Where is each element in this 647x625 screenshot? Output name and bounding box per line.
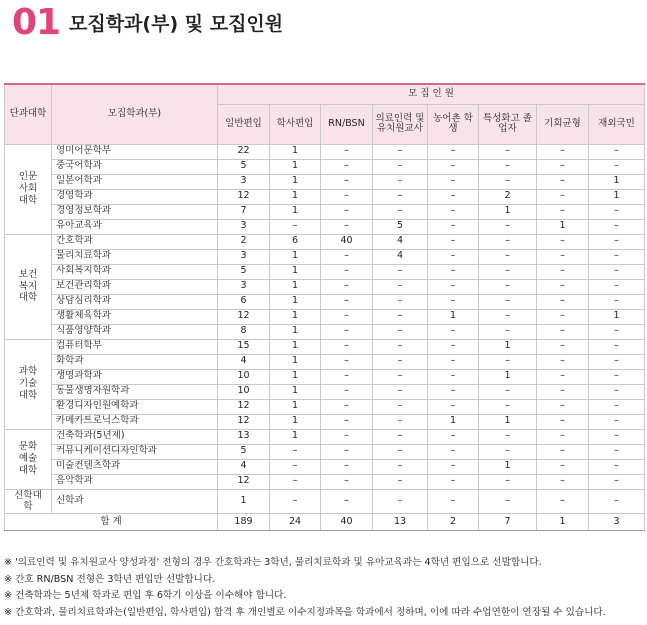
quota-cell: –	[373, 294, 428, 309]
quota-cell: –	[428, 429, 479, 444]
quota-cell: –	[589, 249, 645, 264]
quota-cell: –	[321, 459, 373, 474]
quota-cell: –	[537, 279, 589, 294]
quota-cell: –	[321, 204, 373, 219]
quota-cell: 22	[218, 144, 270, 159]
total-cell: 13	[373, 514, 428, 531]
college-cell: 인문 사회 대학	[5, 144, 52, 234]
quota-cell: –	[373, 474, 428, 489]
quota-cell: –	[479, 249, 537, 264]
quota-cell: 1	[270, 294, 321, 309]
department-cell: 환경디자인원예학과	[52, 399, 218, 414]
quota-cell: –	[479, 159, 537, 174]
section-title: 모집학과(부) 및 모집인원	[69, 13, 284, 35]
quota-cell: –	[589, 219, 645, 234]
quota-cell: 1	[270, 144, 321, 159]
quota-cell: –	[373, 279, 428, 294]
table-row	[5, 159, 645, 174]
quota-cell: 1	[428, 414, 479, 429]
total-cell: 24	[270, 514, 321, 531]
department-cell: 영미어문학부	[52, 144, 218, 159]
quota-cell: 1	[270, 279, 321, 294]
quota-cell: –	[589, 159, 645, 174]
table-row	[5, 354, 645, 369]
quota-cell: 7	[218, 204, 270, 219]
quota-cell: –	[428, 444, 479, 459]
quota-cell: 12	[218, 474, 270, 489]
quota-cell: –	[373, 159, 428, 174]
quota-cell: –	[321, 309, 373, 324]
department-cell: 컴퓨터학부	[52, 339, 218, 354]
table-row	[5, 309, 645, 324]
department-cell: 유아교육과	[52, 219, 218, 234]
quota-cell: –	[428, 399, 479, 414]
quota-cell: –	[321, 144, 373, 159]
quota-cell: –	[428, 174, 479, 189]
quota-header: 기회균형	[537, 104, 589, 144]
quota-cell: –	[321, 489, 373, 514]
quota-cell: –	[537, 339, 589, 354]
department-cell: 커뮤니케이션디자인학과	[52, 444, 218, 459]
notes	[4, 555, 644, 621]
quota-cell: –	[589, 294, 645, 309]
department-cell: 간호학과	[52, 234, 218, 249]
quota-cell: –	[537, 324, 589, 339]
quota-header: 농어촌 학 생	[428, 104, 479, 144]
quota-cell: –	[537, 174, 589, 189]
quota-cell: –	[373, 384, 428, 399]
quota-cell: –	[270, 219, 321, 234]
quota-cell: –	[479, 399, 537, 414]
quota-cell: –	[321, 324, 373, 339]
quota-group-header: 모 집 인 원	[218, 84, 645, 104]
quota-cell: –	[321, 384, 373, 399]
quota-cell: –	[589, 399, 645, 414]
department-cell: 보건관리학과	[52, 279, 218, 294]
quota-cell: –	[537, 489, 589, 514]
quota-cell: 1	[479, 204, 537, 219]
quota-cell: –	[428, 354, 479, 369]
table-row	[5, 369, 645, 384]
table-row	[5, 339, 645, 354]
college-header: 단과대학	[5, 84, 52, 144]
quota-cell: –	[479, 474, 537, 489]
quota-cell: –	[321, 339, 373, 354]
quota-cell: –	[321, 414, 373, 429]
quota-cell: –	[428, 204, 479, 219]
quota-cell: –	[537, 159, 589, 174]
quota-cell: –	[321, 249, 373, 264]
department-cell: 화학과	[52, 354, 218, 369]
quota-cell: –	[479, 144, 537, 159]
quota-cell: 40	[321, 234, 373, 249]
quota-cell: –	[270, 459, 321, 474]
quota-cell: 2	[479, 189, 537, 204]
quota-cell: 1	[270, 204, 321, 219]
quota-cell: –	[321, 159, 373, 174]
quota-cell: 1	[270, 189, 321, 204]
quota-cell: 2	[218, 234, 270, 249]
quota-cell: –	[321, 354, 373, 369]
quota-cell: –	[479, 444, 537, 459]
quota-cell: –	[537, 474, 589, 489]
quota-cell: –	[428, 369, 479, 384]
note: ※ 간호 RN/BSN 전형은 3학년 편입만 선발합니다.	[4, 573, 216, 585]
quota-cell: 1	[270, 174, 321, 189]
quota-cell: –	[373, 354, 428, 369]
quota-cell: –	[428, 264, 479, 279]
department-cell: 미술컨텐츠학과	[52, 459, 218, 474]
department-cell: 물리치료학과	[52, 249, 218, 264]
quota-header: 학사편입	[270, 104, 321, 144]
quota-cell: –	[373, 174, 428, 189]
quota-cell: –	[373, 144, 428, 159]
quota-cell: –	[373, 369, 428, 384]
quota-cell: –	[537, 459, 589, 474]
quota-cell: 12	[218, 414, 270, 429]
quota-cell: 1	[479, 459, 537, 474]
quota-cell: –	[537, 354, 589, 369]
quota-cell: –	[537, 189, 589, 204]
quota-cell: –	[428, 339, 479, 354]
department-cell: 동물생명자원학과	[52, 384, 218, 399]
quota-header: RN/BSN	[321, 104, 373, 144]
quota-cell: –	[428, 144, 479, 159]
table-row	[5, 384, 645, 399]
quota-cell: –	[428, 219, 479, 234]
quota-cell: 1	[537, 219, 589, 234]
note: ※ 간호학과, 물리치료학과는(일반편입, 학사편입) 합격 후 개인별로 이수지정과목을 학과에서 정하며, 이에 따라 수업연한이 연장될 수 있습니다.	[4, 606, 606, 618]
quota-cell: –	[321, 444, 373, 459]
quota-cell: –	[428, 234, 479, 249]
quota-cell: 4	[218, 459, 270, 474]
college-cell: 보건 복지 대학	[5, 234, 52, 339]
quota-cell: –	[428, 189, 479, 204]
quota-cell: –	[479, 354, 537, 369]
quota-cell: –	[428, 279, 479, 294]
quota-cell: 10	[218, 384, 270, 399]
quota-cell: –	[479, 429, 537, 444]
table-row	[5, 414, 645, 429]
department-cell: 사회복지학과	[52, 264, 218, 279]
quota-cell: 1	[589, 174, 645, 189]
table-row	[5, 234, 645, 249]
quota-cell: –	[479, 264, 537, 279]
quota-cell: –	[479, 309, 537, 324]
quota-cell: –	[428, 489, 479, 514]
quota-cell: –	[537, 444, 589, 459]
quota-cell: –	[589, 459, 645, 474]
total-cell: 2	[428, 514, 479, 531]
quota-cell: –	[589, 369, 645, 384]
department-cell: 건축학과(5년제)	[52, 429, 218, 444]
quota-cell: 3	[218, 279, 270, 294]
department-cell: 생명과학과	[52, 369, 218, 384]
quota-cell: –	[479, 324, 537, 339]
quota-cell: –	[479, 219, 537, 234]
department-cell: 중국어학과	[52, 159, 218, 174]
quota-cell: –	[373, 399, 428, 414]
college-cell: 신학대학	[5, 489, 52, 514]
quota-cell: –	[589, 414, 645, 429]
quota-cell: 6	[270, 234, 321, 249]
department-cell: 일본어학과	[52, 174, 218, 189]
quota-cell: –	[537, 309, 589, 324]
quota-cell: –	[373, 204, 428, 219]
department-cell: 생활체육학과	[52, 309, 218, 324]
table-row	[5, 144, 645, 159]
quota-cell: 5	[218, 264, 270, 279]
section-number: 01	[12, 2, 61, 43]
quota-cell: 12	[218, 309, 270, 324]
department-cell: 음악학과	[52, 474, 218, 489]
quota-cell: 4	[373, 234, 428, 249]
quota-cell: 4	[373, 249, 428, 264]
quota-cell: 1	[270, 399, 321, 414]
quota-cell: –	[428, 294, 479, 309]
quota-cell: –	[589, 354, 645, 369]
quota-cell: –	[321, 189, 373, 204]
quota-cell: –	[373, 459, 428, 474]
quota-cell: –	[270, 444, 321, 459]
total-cell: 3	[589, 514, 645, 531]
table-row	[5, 174, 645, 189]
quota-cell: –	[479, 384, 537, 399]
recruitment-table	[4, 83, 645, 531]
table-row	[5, 219, 645, 234]
table-row	[5, 399, 645, 414]
quota-cell: –	[428, 324, 479, 339]
quota-cell: –	[589, 429, 645, 444]
quota-cell: –	[373, 189, 428, 204]
quota-cell: –	[373, 489, 428, 514]
quota-cell: –	[537, 234, 589, 249]
quota-cell: –	[373, 264, 428, 279]
department-cell: 식품영양학과	[52, 324, 218, 339]
quota-cell: 1	[589, 309, 645, 324]
quota-cell: –	[428, 384, 479, 399]
table-row	[5, 429, 645, 444]
quota-cell: –	[373, 324, 428, 339]
quota-cell: –	[428, 249, 479, 264]
quota-cell: 10	[218, 369, 270, 384]
department-cell: 신학과	[52, 489, 218, 514]
table-row	[5, 444, 645, 459]
quota-cell: 1	[428, 309, 479, 324]
quota-cell: 1	[479, 339, 537, 354]
table-row	[5, 279, 645, 294]
quota-cell: –	[270, 474, 321, 489]
quota-cell: 1	[479, 369, 537, 384]
total-cell: 1	[537, 514, 589, 531]
quota-cell: 12	[218, 189, 270, 204]
quota-cell: 1	[270, 264, 321, 279]
quota-cell: –	[537, 384, 589, 399]
quota-cell: –	[537, 144, 589, 159]
quota-cell: 1	[218, 489, 270, 514]
quota-cell: –	[428, 474, 479, 489]
quota-cell: 5	[218, 159, 270, 174]
quota-cell: 1	[479, 414, 537, 429]
quota-cell: 1	[270, 159, 321, 174]
quota-cell: 4	[218, 354, 270, 369]
department-cell: 카메카트로닉스학과	[52, 414, 218, 429]
quota-cell: –	[479, 174, 537, 189]
college-cell: 문화 예술 대학	[5, 429, 52, 489]
quota-header: 의료인력 및 유치원교사	[373, 104, 428, 144]
quota-cell: –	[321, 219, 373, 234]
quota-cell: –	[589, 384, 645, 399]
quota-cell: –	[321, 279, 373, 294]
quota-cell: –	[321, 294, 373, 309]
department-cell: 상담심리학과	[52, 294, 218, 309]
quota-cell: 1	[270, 384, 321, 399]
quota-cell: 1	[270, 414, 321, 429]
quota-cell: –	[589, 489, 645, 514]
quota-cell: 1	[270, 249, 321, 264]
quota-cell: 1	[270, 429, 321, 444]
college-cell: 과학 기술 대학	[5, 339, 52, 429]
quota-cell: –	[589, 234, 645, 249]
quota-cell: –	[589, 324, 645, 339]
table-row	[5, 204, 645, 219]
total-label: 합 계	[5, 514, 218, 531]
quota-cell: 1	[270, 369, 321, 384]
quota-cell: –	[479, 279, 537, 294]
table-row	[5, 459, 645, 474]
table-row	[5, 264, 645, 279]
quota-cell: –	[537, 204, 589, 219]
quota-cell: –	[373, 444, 428, 459]
quota-header: 특성화고 졸업자	[479, 104, 537, 144]
quota-cell: 3	[218, 219, 270, 234]
quota-cell: –	[589, 339, 645, 354]
total-cell: 40	[321, 514, 373, 531]
quota-cell: –	[321, 429, 373, 444]
quota-cell: –	[589, 144, 645, 159]
table-row	[5, 294, 645, 309]
quota-cell: –	[589, 264, 645, 279]
quota-cell: 15	[218, 339, 270, 354]
department-cell: 경영정보학과	[52, 204, 218, 219]
quota-cell: 1	[589, 189, 645, 204]
table-row	[5, 489, 645, 514]
total-cell: 7	[479, 514, 537, 531]
quota-cell: –	[537, 294, 589, 309]
quota-header: 재외국민	[589, 104, 645, 144]
quota-cell: –	[537, 264, 589, 279]
quota-cell: –	[537, 429, 589, 444]
quota-cell: –	[373, 414, 428, 429]
quota-cell: –	[479, 489, 537, 514]
note: ※ '의료인력 및 유치원교사 양성과정' 전형의 경우 간호학과는 3학년, 물리치료학과 및 유아교육과는 4학년 편입으로 선발합니다.	[4, 557, 542, 568]
quota-cell: –	[428, 159, 479, 174]
quota-cell: 5	[373, 219, 428, 234]
quota-cell: –	[270, 489, 321, 514]
quota-cell: –	[321, 399, 373, 414]
quota-cell: 3	[218, 174, 270, 189]
quota-cell: –	[589, 204, 645, 219]
quota-cell: 1	[270, 309, 321, 324]
table-row	[5, 324, 645, 339]
quota-cell: 1	[270, 354, 321, 369]
quota-cell: –	[479, 294, 537, 309]
quota-cell: 12	[218, 399, 270, 414]
quota-cell: –	[321, 264, 373, 279]
quota-cell: –	[589, 474, 645, 489]
quota-cell: –	[537, 249, 589, 264]
total-row	[5, 514, 645, 531]
quota-cell: 3	[218, 249, 270, 264]
quota-cell: –	[537, 399, 589, 414]
department-cell: 경영학과	[52, 189, 218, 204]
quota-cell: –	[321, 474, 373, 489]
quota-cell: –	[373, 429, 428, 444]
note: ※ 건축학과는 5년제 학과로 편입 후 6학기 이상을 이수해야 합니다.	[4, 590, 287, 601]
table-row	[5, 249, 645, 264]
quota-cell: –	[537, 369, 589, 384]
quota-cell: –	[321, 174, 373, 189]
department-header: 모집학과(부)	[52, 84, 218, 144]
quota-cell: –	[321, 369, 373, 384]
quota-cell: 1	[270, 324, 321, 339]
quota-cell: –	[373, 309, 428, 324]
quota-cell: –	[589, 444, 645, 459]
quota-cell: –	[373, 339, 428, 354]
quota-cell: –	[479, 234, 537, 249]
quota-cell: –	[589, 279, 645, 294]
table-row	[5, 474, 645, 489]
quota-cell: –	[428, 459, 479, 474]
quota-cell: –	[537, 414, 589, 429]
total-cell: 189	[218, 514, 270, 531]
quota-cell: 5	[218, 444, 270, 459]
quota-cell: 1	[270, 339, 321, 354]
table-row	[5, 189, 645, 204]
quota-cell: 8	[218, 324, 270, 339]
quota-cell: 6	[218, 294, 270, 309]
quota-header: 일반편입	[218, 104, 270, 144]
quota-cell: 13	[218, 429, 270, 444]
